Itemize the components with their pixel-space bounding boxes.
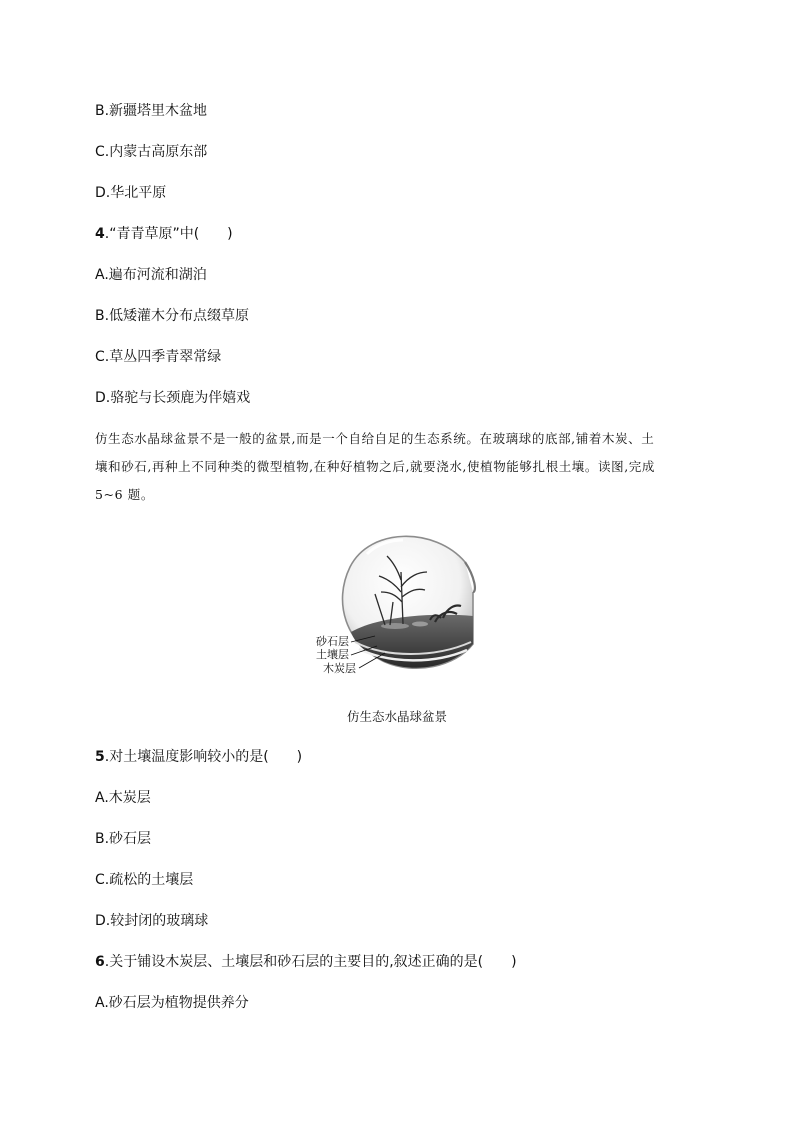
q4-option-d: D.骆驼与长颈鹿为伴嬉戏 (95, 390, 251, 406)
terrarium-figure (315, 532, 480, 677)
label-soil-layer: 土壤层 (316, 648, 349, 661)
q4-number: 4 (95, 226, 105, 242)
q5-option-b: B.砂石层 (95, 831, 152, 847)
q5-stem (95, 748, 302, 766)
passage-line-3: 5~6 题。 (95, 487, 154, 502)
label-gravel-layer: 砂石层 (316, 635, 349, 648)
q4-stem (95, 225, 233, 243)
q6-number: 6 (95, 954, 105, 970)
q5-number: 5 (95, 749, 105, 765)
q6-stem-text: .关于铺设木炭层、土壤层和砂石层的主要目的,叙述正确的是( ) (104, 954, 517, 970)
label-charcoal-layer: 木炭层 (323, 662, 356, 675)
q4-stem-text: .“青青草原”中( ) (104, 226, 233, 242)
q4-option-c: C.草丛四季青翠常绿 (95, 349, 222, 365)
q5-option-a: A.木炭层 (95, 790, 151, 806)
passage-line-2: 壤和砂石,再种上不同种类的微型植物,在种好植物之后,就要浇水,使植物能够扎根土壤。读图,完成 (95, 459, 655, 474)
passage-line-1: 仿生态水晶球盆景不是一般的盆景,而是一个自给自足的生态系统。在玻璃球的底部,铺着木炭、土 (95, 431, 655, 446)
q6-stem (95, 953, 517, 971)
q4-option-a: A.遍布河流和湖泊 (95, 267, 207, 283)
q6-option-a: A.砂石层为植物提供养分 (95, 995, 249, 1011)
q5-option-c: C.疏松的土壤层 (95, 872, 194, 888)
q5-option-d: D.较封闭的玻璃球 (95, 913, 209, 929)
reading-passage (95, 425, 707, 509)
q3-option-d: D.华北平原 (95, 185, 167, 201)
q4-option-b: B.低矮灌木分布点缀草原 (95, 308, 250, 324)
q3-option-c: C.内蒙古高原东部 (95, 144, 208, 160)
q3-option-b: B.新疆塔里木盆地 (95, 103, 208, 119)
q5-stem-text: .对土壤温度影响较小的是( ) (104, 749, 303, 765)
figure-caption: 仿生态水晶球盆景 (346, 709, 447, 724)
